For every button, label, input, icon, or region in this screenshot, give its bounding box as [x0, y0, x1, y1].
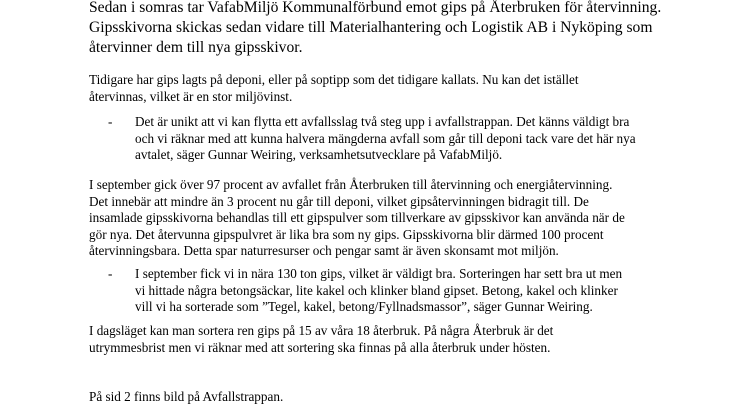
quote-line: avtalet, säger Gunnar Weiring, verksamhetsutvecklare på VafabMiljö.: [135, 147, 503, 163]
paragraph-line: insamlade gipsskivorna behandlas till ett gipspulver som tillverkare av gipsskivor kan använda när de: [89, 210, 625, 226]
quote-line: Det är unikt att vi kan flytta ett avfallsslag två steg upp i avfallstrappan. Det känns väldigt bra: [135, 114, 630, 129]
paragraph-line: återvinnas, vilket är en stor miljövinst.: [89, 88, 293, 104]
intro-line: Gipsskivorna skickas sedan vidare till Materialhantering och Logistik AB i Nyköping som: [89, 19, 653, 36]
paragraph-line: återvinningsbara. Detta spar naturresurser och pengar samt är även skonsamt mot miljön.: [89, 243, 559, 259]
footer-note: [89, 389, 739, 406]
quote-weiring-1: [135, 114, 745, 164]
paragraph-line: I dagsläget kan man sortera ren gips på 15 av våra 18 återbruk. På några Återbruk är det: [89, 323, 554, 338]
intro-paragraph: [89, 0, 739, 58]
paragraph-september: [89, 177, 739, 260]
quote-dash: -: [108, 266, 113, 281]
paragraph-line: gör nya. Det återvunna gipspulvret är lika bra som ny gips. Gipsskivorna blir därmed 100 procent: [89, 226, 604, 242]
paragraph-deponi: [89, 72, 739, 105]
paragraph-line: Tidigare har gips lagts på deponi, eller på soptipp som det tidigare kallats. Nu kan det istället: [89, 72, 579, 87]
quote-line: och vi räknar med att kunna halvera mängderna avfall som går till deponi tack vare det här nya: [135, 130, 636, 146]
quote-line: I september fick vi in nära 130 ton gips, vilket är väldigt bra. Sorteringen har sett bra ut men: [135, 266, 623, 281]
intro-line: återvinner dem till nya gipsskivor.: [89, 39, 303, 56]
quote-line: vi hittade några betongsäckar, lite kakel och klinker bland gipset. Betong, kakel och klinker: [135, 282, 618, 298]
quote-line: vill vi ha sorterade som ”Tegel, kakel, betong/Fyllnadsmassor”, säger Gunnar Weiring.: [135, 299, 593, 315]
quote-dash: -: [108, 114, 113, 129]
quote-weiring-2: [135, 266, 745, 316]
paragraph-line: I september gick över 97 procent av avfallet från Återbruken till återvinning och energiåtervinning.: [89, 177, 613, 192]
footer-line: På sid 2 finns bild på Avfallstrappan.: [89, 389, 284, 404]
paragraph-line: Det innebär att mindre än 3 procent nu går till deponi, vilket gipsåtervinningen bidragit till. De: [89, 193, 589, 209]
intro-line: Sedan i somras tar VafabMiljö Kommunalförbund emot gips på Återbruken för återvinning.: [89, 0, 662, 16]
paragraph-line: utrymmesbrist men vi räknar med att sortering ska finnas på alla återbruk under hösten.: [89, 339, 551, 355]
paragraph-dagslaget: [89, 323, 739, 356]
